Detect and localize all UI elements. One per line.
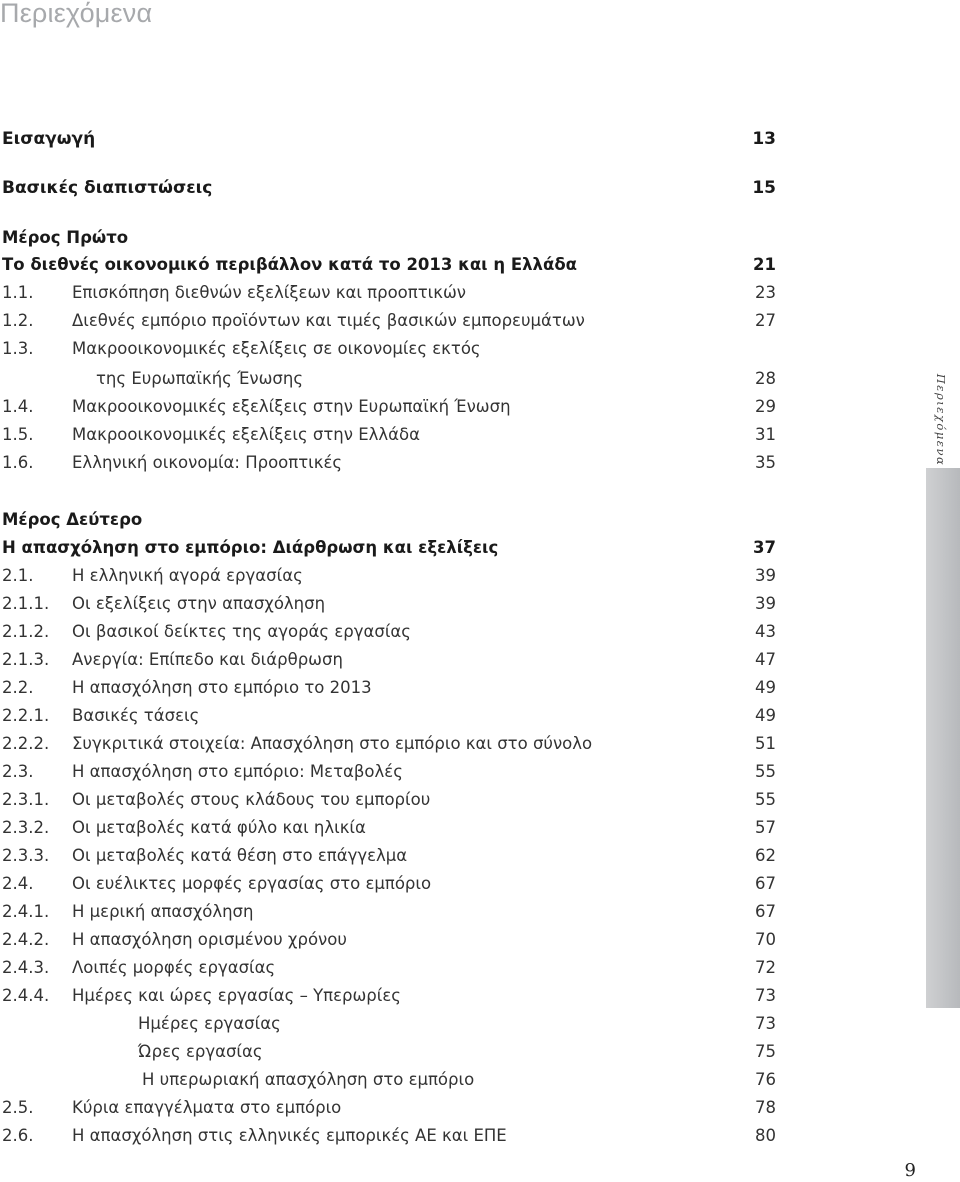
toc-entry-page: 55 bbox=[755, 790, 776, 809]
toc-entry-page: 73 bbox=[755, 1014, 776, 1033]
toc-entry-title: Λοιπές μορφές εργασίας bbox=[72, 958, 276, 977]
toc-entry[interactable] bbox=[2, 1096, 776, 1120]
part-two-title-entry[interactable] bbox=[2, 536, 776, 560]
toc-entry[interactable] bbox=[2, 984, 776, 1008]
toc-entry-title: Οι βασικοί δείκτες της αγοράς εργασίας bbox=[72, 622, 411, 641]
toc-entry-page: 39 bbox=[755, 594, 776, 613]
toc-entry-title: Βασικές διαπιστώσεις bbox=[2, 178, 213, 198]
toc-entry-title: Οι ευέλικτες μορφές εργασίας στο εμπόριο bbox=[72, 874, 432, 893]
toc-entry-page: 23 bbox=[755, 283, 776, 302]
part-one-label bbox=[2, 226, 776, 250]
toc-entry-key-findings[interactable] bbox=[2, 176, 776, 200]
toc-entry-page: 67 bbox=[755, 874, 776, 893]
toc-entry-page: 39 bbox=[755, 566, 776, 585]
toc-entry[interactable] bbox=[2, 928, 776, 952]
toc-entry-page: 27 bbox=[755, 311, 776, 330]
toc-entry-title: Η υπερωριακή απασχόληση στο εμπόριο bbox=[142, 1070, 475, 1089]
part-title: Η απασχόληση στο εμπόριο: Διάρθρωση και εξελίξεις bbox=[2, 538, 499, 557]
toc-entry-page: 57 bbox=[755, 818, 776, 837]
toc-entry-title: Η μερική απασχόληση bbox=[72, 902, 254, 921]
toc-entry[interactable] bbox=[2, 704, 776, 728]
toc-entry-title: Η ελληνική αγορά εργασίας bbox=[72, 566, 303, 585]
toc-entry-title: Οι μεταβολές κατά φύλο και ηλικία bbox=[72, 818, 366, 837]
toc-entry-title: Μακροοικονομικές εξελίξεις στην Ευρωπαϊκή Ένωση bbox=[72, 397, 511, 416]
toc-entry[interactable] bbox=[2, 564, 776, 588]
toc-entry-number: 2.4.3. bbox=[2, 958, 50, 977]
toc-entry-page: 75 bbox=[755, 1042, 776, 1061]
toc-entry-page: 78 bbox=[755, 1098, 776, 1117]
toc-entry-number: 2.2.2. bbox=[2, 734, 50, 753]
toc-entry[interactable] bbox=[2, 816, 776, 840]
toc-entry-page: 49 bbox=[755, 706, 776, 725]
toc-entry[interactable] bbox=[2, 844, 776, 868]
toc-entry-number: 2.2. bbox=[2, 678, 34, 697]
toc-entry[interactable] bbox=[2, 592, 776, 616]
toc-entry-title: Οι μεταβολές κατά θέση στο επάγγελμα bbox=[72, 846, 408, 865]
toc-entry[interactable] bbox=[2, 760, 776, 784]
toc-entry-title: Ώρες εργασίας bbox=[138, 1042, 263, 1061]
part-label: Μέρος Δεύτερο bbox=[2, 510, 143, 529]
toc-entry-number: 1.1. bbox=[2, 283, 34, 302]
toc-entry-number: 2.1.3. bbox=[2, 650, 50, 669]
toc-entry-page: 43 bbox=[755, 622, 776, 641]
toc-entry-page: 21 bbox=[753, 255, 776, 274]
toc-entry[interactable] bbox=[2, 620, 776, 644]
side-tab-label bbox=[922, 373, 960, 467]
toc-entry[interactable] bbox=[2, 337, 776, 361]
toc-entry-page: 67 bbox=[755, 902, 776, 921]
toc-entry[interactable] bbox=[2, 648, 776, 672]
toc-entry-page: 47 bbox=[755, 650, 776, 669]
toc-entry-number: 2.1. bbox=[2, 566, 34, 585]
toc-entry-number: 2.2.1. bbox=[2, 706, 50, 725]
toc-entry-page: 49 bbox=[755, 678, 776, 697]
toc-entry-number: 2.1.1. bbox=[2, 594, 50, 613]
toc-entry-number: 2.4.1. bbox=[2, 902, 50, 921]
toc-entry-number: 2.6. bbox=[2, 1126, 34, 1145]
toc-entry[interactable] bbox=[2, 900, 776, 924]
toc-entry-title: Κύρια επαγγέλματα στο εμπόριο bbox=[72, 1098, 342, 1117]
side-tab-bar bbox=[926, 468, 960, 1008]
toc-entry-introduction[interactable] bbox=[2, 127, 776, 151]
toc-entry[interactable] bbox=[2, 956, 776, 980]
toc-entry-page: 70 bbox=[755, 930, 776, 949]
toc-entry[interactable] bbox=[2, 309, 776, 333]
page-number: 9 bbox=[904, 1160, 916, 1181]
toc-entry-title: Ελληνική οικονομία: Προοπτικές bbox=[72, 453, 343, 472]
toc-entry[interactable] bbox=[2, 676, 776, 700]
toc-entry-number: 1.4. bbox=[2, 397, 34, 416]
toc-entry-number: 2.3. bbox=[2, 762, 34, 781]
part-label: Μέρος Πρώτο bbox=[2, 228, 129, 247]
toc-entry-number: 2.4. bbox=[2, 874, 34, 893]
toc-entry-title: Ημέρες και ώρες εργασίας – Υπερωρίες bbox=[72, 986, 401, 1005]
toc-entry[interactable] bbox=[2, 732, 776, 756]
toc-entry-page: 62 bbox=[755, 846, 776, 865]
toc-entry[interactable] bbox=[2, 281, 776, 305]
toc-entry-title: Μακροοικονομικές εξελίξεις στην Ελλάδα bbox=[72, 425, 420, 444]
toc-entry-page: 35 bbox=[755, 453, 776, 472]
toc-entry-title: Η απασχόληση ορισμένου χρόνου bbox=[72, 930, 347, 949]
toc-entry-continuation[interactable] bbox=[2, 367, 776, 391]
toc-entry-title: Διεθνές εμπόριο προϊόντων και τιμές βασικών εμπορευμάτων bbox=[72, 311, 585, 330]
toc-entry[interactable] bbox=[2, 788, 776, 812]
toc-entry-title: Ημέρες εργασίας bbox=[138, 1014, 281, 1033]
toc-entry-number: 2.4.2. bbox=[2, 930, 50, 949]
toc-entry-title: Η απασχόληση στο εμπόριο: Μεταβολές bbox=[72, 762, 403, 781]
toc-entry-page: 28 bbox=[755, 369, 776, 388]
toc-entry-page: 73 bbox=[755, 986, 776, 1005]
toc-entry[interactable] bbox=[2, 423, 776, 447]
toc-entry-number: 2.3.2. bbox=[2, 818, 50, 837]
toc-entry-title: Η απασχόληση στις ελληνικές εμπορικές ΑΕ και ΕΠΕ bbox=[72, 1126, 507, 1145]
toc-entry-page: 37 bbox=[753, 538, 776, 557]
toc-subentry[interactable] bbox=[2, 1068, 776, 1092]
toc-entry-title: Οι εξελίξεις στην απασχόληση bbox=[72, 594, 326, 613]
toc-entry[interactable] bbox=[2, 395, 776, 419]
toc-entry-page: 31 bbox=[755, 425, 776, 444]
side-tab-text: Περιεχόμενα bbox=[934, 373, 948, 467]
toc-entry-page: 72 bbox=[755, 958, 776, 977]
toc-entry[interactable] bbox=[2, 872, 776, 896]
toc-entry-page: 51 bbox=[755, 734, 776, 753]
toc-entry-number: 2.5. bbox=[2, 1098, 34, 1117]
toc-entry-title: Ανεργία: Επίπεδο και διάρθρωση bbox=[72, 650, 343, 669]
toc-subentry[interactable] bbox=[2, 1040, 776, 1064]
toc-entry-page: 76 bbox=[755, 1070, 776, 1089]
toc-entry-title: Μακροοικονομικές εξελίξεις σε οικονομίες εκτός bbox=[72, 339, 481, 358]
page-title: Περιεχόμενα bbox=[0, 0, 153, 28]
toc-entry-page: 15 bbox=[752, 178, 776, 198]
toc-subentry[interactable] bbox=[2, 1012, 776, 1036]
toc-entry-page: 80 bbox=[755, 1126, 776, 1145]
toc-entry-number: 2.4.4. bbox=[2, 986, 50, 1005]
toc-entry-number: 2.1.2. bbox=[2, 622, 50, 641]
toc-entry-number: 1.2. bbox=[2, 311, 34, 330]
toc-entry-number: 2.3.1. bbox=[2, 790, 50, 809]
toc-entry-page: 13 bbox=[752, 129, 776, 149]
toc-entry[interactable] bbox=[2, 451, 776, 475]
toc-entry-page: 55 bbox=[755, 762, 776, 781]
toc-entry-title: Βασικές τάσεις bbox=[72, 706, 200, 725]
toc-entry-title: Επισκόπηση διεθνών εξελίξεων και προοπτικών bbox=[72, 283, 466, 302]
toc-entry[interactable] bbox=[2, 1124, 776, 1148]
toc-entry-number: 1.3. bbox=[2, 339, 34, 358]
part-two-label bbox=[2, 508, 776, 532]
toc-entry-title: Η απασχόληση στο εμπόριο το 2013 bbox=[72, 678, 372, 697]
toc-entry-title: της Ευρωπαϊκής Ένωσης bbox=[96, 369, 304, 388]
part-title: Το διεθνές οικονομικό περιβάλλον κατά το 2013 και η Ελλάδα bbox=[2, 255, 577, 274]
toc-entry-page: 29 bbox=[755, 397, 776, 416]
toc-entry-title: Συγκριτικά στοιχεία: Απασχόληση στο εμπόριο και στο σύνολο bbox=[72, 734, 593, 753]
toc-entry-number: 1.6. bbox=[2, 453, 34, 472]
part-one-title-entry[interactable] bbox=[2, 253, 776, 277]
toc-entry-title: Εισαγωγή bbox=[2, 129, 96, 149]
toc-entry-number: 1.5. bbox=[2, 425, 34, 444]
toc-entry-number: 2.3.3. bbox=[2, 846, 50, 865]
toc-entry-title: Οι μεταβολές στους κλάδους του εμπορίου bbox=[72, 790, 431, 809]
